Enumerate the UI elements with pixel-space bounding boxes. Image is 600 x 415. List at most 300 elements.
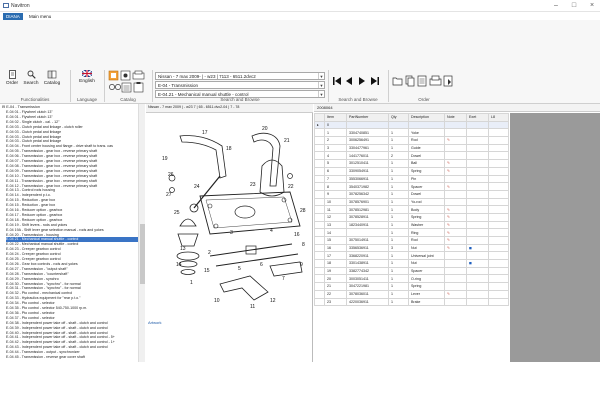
callout-label[interactable]: 2 [208, 250, 211, 256]
tree-item[interactable]: E-04 23 - Creeper gearbox control [6, 247, 61, 252]
exet-cell [467, 175, 489, 183]
tree-item[interactable]: E-04 34 - Pto control - selector [6, 301, 55, 306]
table-row[interactable] [315, 129, 509, 137]
tree-item[interactable]: E-04 14 - Independent p.t.o. [6, 193, 51, 198]
parts-table [314, 113, 509, 306]
item-cell: 10 [325, 198, 347, 206]
l8-cell [489, 206, 509, 214]
tree-item[interactable]: E-04 29 - Transmission - synchro [6, 276, 59, 281]
qty-cell: 1 [389, 175, 409, 183]
exet-cell [467, 229, 489, 237]
table-row[interactable] [315, 244, 509, 252]
row-indicator[interactable] [315, 144, 325, 152]
tree-item[interactable]: E-04 32 - Pto control - mechanical control [6, 291, 73, 296]
l8-cell [489, 167, 509, 175]
tree-item[interactable]: E-04 16 - Reducer option - gearbox [6, 208, 63, 212]
row-indicator[interactable] [315, 206, 325, 214]
qty-cell [389, 121, 409, 129]
column-header-note[interactable]: Note [445, 114, 467, 122]
callout-label[interactable]: 18 [226, 146, 232, 152]
callout-label[interactable]: 13 [180, 246, 186, 252]
qty-cell: 1 [389, 144, 409, 152]
row-indicator[interactable] [315, 267, 325, 275]
qty-cell: 1 [389, 190, 409, 198]
ribbon-tabs [0, 12, 600, 20]
tree-root-label: E-04 - Transmission [6, 105, 41, 109]
row-indicator[interactable] [315, 137, 325, 145]
pencil-icon[interactable]: ✎ [447, 207, 451, 212]
maximize-icon[interactable]: □ [571, 2, 577, 9]
partnumber-cell: 1823440911 [347, 221, 389, 229]
description-cell: Ring [409, 229, 445, 237]
folder-icon[interactable] [393, 78, 402, 85]
column-header-l8[interactable]: L8 [489, 114, 509, 122]
functionalities-group-label: Functionalities [20, 97, 50, 102]
table-row[interactable] [315, 283, 509, 291]
tree-item[interactable]: E-04 02 - Single clutch - cal. - 12" [6, 119, 60, 124]
exet-icon[interactable]: ◼ [469, 246, 472, 251]
pencil-icon[interactable]: ✎ [447, 246, 451, 251]
tree-item[interactable]: E-04 10 - Transmission - gear box - reverse primary shaft [6, 173, 98, 178]
group-combo[interactable] [155, 81, 325, 89]
catalog-icon [47, 70, 57, 79]
callout-label[interactable]: 1 [190, 280, 193, 286]
table-row[interactable] [315, 260, 509, 268]
tree-item[interactable]: E-04 37 - Pto control - selector [6, 315, 55, 320]
partnumber-cell: 3075014911 [347, 237, 389, 245]
table-row[interactable] [315, 267, 509, 275]
item-cell: 15 [325, 237, 347, 245]
callout-label[interactable]: 17 [202, 130, 208, 136]
copy-icon[interactable] [406, 76, 414, 86]
table-row[interactable] [315, 213, 509, 221]
minimize-icon[interactable]: – [554, 2, 558, 9]
print-icon[interactable] [133, 71, 144, 79]
tree-item[interactable]: E-04 11 - Transmission - gear box - reverse primary shaft [6, 178, 97, 183]
section-combo-value: E-04.21 - Mechanical manual shuttle - control [158, 92, 249, 97]
table-row[interactable] [315, 229, 509, 237]
tree-item[interactable]: E-04 07 - Transmission - gear box - reverse primary shaft [6, 159, 98, 163]
tree-item[interactable]: E-04 26 - Gear box controls - rods and yokes [6, 261, 78, 266]
qty-cell: 1 [389, 167, 409, 175]
column-header-partnumber[interactable]: PartNumber [347, 114, 389, 122]
description-cell: Spring [409, 213, 445, 221]
model-combo[interactable] [155, 72, 325, 80]
pencil-icon[interactable]: ✎ [447, 184, 451, 189]
pencil-icon[interactable]: ✎ [447, 222, 451, 227]
search-button[interactable] [22, 70, 40, 86]
item-cell: 8 [325, 183, 347, 191]
table-row[interactable] [315, 160, 509, 168]
l8-cell [489, 213, 509, 221]
callout-label[interactable]: 10 [214, 298, 220, 304]
tree-item[interactable]: E-04 44 - Transmission - output - synchronizer [6, 350, 80, 355]
exet-cell [467, 298, 489, 306]
l8-cell [489, 121, 509, 129]
callout-label[interactable]: 8 [302, 242, 305, 248]
ribbon-separator [328, 70, 329, 102]
description-cell: Spring [409, 283, 445, 291]
order-label: Order [5, 81, 19, 86]
note-cell [445, 244, 467, 252]
callout-label[interactable]: 27 [166, 192, 172, 198]
pencil-icon[interactable]: ✎ [447, 169, 451, 174]
table-row[interactable] [315, 290, 509, 298]
chevron-down-icon[interactable]: ▼ [319, 92, 324, 97]
callout-label[interactable]: 9 [300, 262, 303, 268]
l8-cell [489, 275, 509, 283]
note-cell [445, 167, 467, 175]
callout-label[interactable]: 19 [162, 156, 168, 162]
note-cell [445, 152, 467, 160]
order-button[interactable] [4, 70, 20, 86]
qty-cell: 1 [389, 298, 409, 306]
tree-item[interactable]: E-04 35 - Pto control - selector 540-750-1000 rp.m. [6, 306, 88, 310]
pencil-icon[interactable]: ✎ [447, 238, 451, 243]
description-cell: Spacer [409, 183, 445, 191]
table-row[interactable] [315, 190, 509, 198]
drawing-toolbar [146, 104, 313, 113]
qty-cell: 1 [389, 137, 409, 145]
language-button[interactable] [76, 70, 98, 84]
row-indicator[interactable] [315, 290, 325, 298]
qty-cell: 1 [389, 283, 409, 291]
clipboard-icon[interactable] [134, 82, 143, 92]
exet-cell [467, 160, 489, 168]
tree-item[interactable]: E-04 05 - Transmission - gear box - reverse primary shaft [6, 149, 98, 154]
tab-main-menu[interactable]: Main menu [29, 14, 52, 19]
tree-item[interactable]: E-04 27 - Transmission - "output shaft" [6, 266, 68, 271]
note-cell [445, 213, 467, 221]
tree-item[interactable]: E-04 19A - Shift lever gear selection manual - rods and yokes [6, 227, 104, 232]
row-indicator[interactable] [315, 283, 325, 291]
tree-item[interactable]: E-04 06 - Transmission - gear box - reverse primary shaft [6, 154, 98, 159]
tree-item[interactable]: E-04 03 - Clutch pedal and linkage [6, 139, 62, 144]
row-indicator[interactable] [315, 298, 325, 306]
chevron-down-icon[interactable]: ▼ [319, 83, 324, 88]
row-indicator[interactable] [315, 221, 325, 229]
row-indicator[interactable] [315, 167, 325, 175]
row-indicator-header [315, 114, 325, 122]
catalog-button[interactable] [42, 70, 62, 86]
l8-cell [489, 244, 509, 252]
tree-item[interactable]: E-04 45 - Transmission - reverse gear cover shaft [6, 355, 85, 359]
callout-label[interactable]: 26 [168, 172, 174, 178]
tree-item[interactable]: E-04 24 - Creeper gearbox control [6, 252, 61, 257]
tree-item[interactable]: E-04 20 - Transmission - housing [6, 232, 59, 237]
item-cell: 2 [325, 137, 347, 145]
tree-item[interactable]: E-04 15 - Reduction - gear box [6, 198, 56, 203]
tree-item[interactable]: E-04 01 - Flywheel clutch 13" [6, 114, 53, 119]
exet-cell [467, 152, 489, 160]
glasses-icon[interactable] [109, 84, 120, 89]
partnumber-cell: 3012510411 [347, 160, 389, 168]
note-cell [445, 252, 467, 260]
parts-header-bar [314, 104, 600, 112]
callout-label[interactable]: 21 [284, 138, 290, 144]
title-bar [0, 0, 600, 12]
close-icon[interactable]: × [589, 2, 595, 9]
tree-item[interactable]: E-04 33 - Hydraulics equipment for "rear p.t.o." [6, 296, 81, 301]
row-indicator[interactable]: ▸ [315, 121, 325, 129]
tree-item[interactable]: E-04 30 - Transmission - "synchro" - for normal [6, 281, 81, 286]
callout-label[interactable]: 12 [270, 298, 276, 304]
tree-scroll-thumb[interactable] [140, 224, 145, 284]
row-indicator[interactable] [315, 213, 325, 221]
description-cell: Rod [409, 237, 445, 245]
tree-item[interactable]: E-04 43 - Independent power take off - shaft - clutch and control [6, 345, 108, 350]
row-indicator[interactable] [315, 252, 325, 260]
column-header-exet[interactable]: Exet [467, 114, 489, 122]
table-row[interactable] [315, 298, 509, 306]
description-cell: Brake [409, 298, 445, 306]
item-cell: 18 [325, 260, 347, 268]
description-cell [409, 121, 445, 129]
description-cell: Washer [409, 221, 445, 229]
item-cell: 14 [325, 229, 347, 237]
tree-item[interactable]: E-04 19 - Shift levers - rods and yokes [6, 222, 68, 227]
first-page-icon[interactable] [333, 77, 341, 85]
tree-item[interactable]: E-04 09 - Transmission - gear box - reverse primary shaft [6, 168, 98, 173]
l8-cell [489, 298, 509, 306]
l8-cell [489, 183, 509, 191]
tree-item[interactable]: E-04 12 - Transmission - gear box - reverse primary shaft [6, 183, 98, 188]
qty-cell: 1 [389, 237, 409, 245]
note-cell [445, 283, 467, 291]
pencil-icon[interactable]: ✎ [447, 292, 451, 297]
column-header-qty[interactable]: Qty [389, 114, 409, 122]
qty-cell: 1 [389, 275, 409, 283]
tree-item[interactable]: E-04 03 - Clutch pedal and linkage [6, 129, 62, 134]
print-order-icon[interactable] [430, 76, 441, 85]
qty-cell: 3 [389, 244, 409, 252]
ribbon-separator [70, 70, 71, 102]
tree-item[interactable]: E-04 22 - Mechanical manual shuttle - control [6, 242, 79, 247]
note-cell [445, 160, 467, 168]
chevron-down-icon[interactable]: ▼ [319, 74, 324, 79]
tree-item[interactable]: E-04 21 - Mechanical manual shuttle - control [6, 237, 138, 242]
tree-item[interactable]: E-04 39 - Independent power take off - shaft - clutch and control [6, 325, 108, 330]
export-icon[interactable] [444, 76, 452, 86]
partnumber-cell: 3047221981 [347, 283, 389, 291]
partnumber-cell: 3301438911 [347, 260, 389, 268]
callout-label[interactable]: 14 [176, 262, 182, 268]
description-cell: Yo-rod [409, 198, 445, 206]
table-row[interactable] [315, 175, 509, 183]
tree-item[interactable]: E-04 01 - Flywheel clutch 13" [6, 110, 53, 114]
note-cell [445, 229, 467, 237]
ribbon-separator [388, 70, 389, 102]
callout-label[interactable]: 28 [300, 208, 306, 214]
item-cell: 1 [325, 129, 347, 137]
callout-label[interactable]: 24 [194, 184, 200, 190]
search-label: Search [23, 81, 39, 86]
tree-item[interactable]: E-04 17 - Reducer option - gearbox [6, 212, 63, 217]
callout-label[interactable]: 11 [250, 304, 256, 310]
callout-label[interactable]: 6 [260, 262, 263, 268]
item-cell: 22 [325, 290, 347, 298]
tab-diana[interactable]: DIANA [3, 13, 23, 20]
row-indicator[interactable] [315, 229, 325, 237]
exploded-view-drawing[interactable] [150, 116, 308, 316]
catalog-view-icon[interactable] [121, 71, 130, 80]
qty-cell: 1 [389, 160, 409, 168]
tree-item[interactable]: E-04 38 - Independent power take off - shaft - clutch and control [6, 320, 108, 325]
tree-item[interactable]: E-04 42 - Independent power take off - shaft - clutch and control - 1+ [6, 340, 115, 345]
partnumber-cell: 3078528911 [347, 213, 389, 221]
order-list-icon[interactable] [418, 76, 426, 86]
l8-cell [489, 260, 509, 268]
qty-cell: 1 [389, 252, 409, 260]
tree-item[interactable]: E-04 04 - Front center housing and flange - drive shaft to trans. cas [6, 144, 113, 149]
tree-item[interactable]: E-04 18 - Reducer option - gearbox [6, 217, 63, 222]
table-row[interactable] [315, 252, 509, 260]
row-indicator[interactable] [315, 244, 325, 252]
table-row[interactable] [315, 152, 509, 160]
callout-label[interactable]: 22 [288, 184, 294, 190]
table-row[interactable] [315, 137, 509, 145]
parts-list-icon[interactable] [122, 83, 131, 92]
partnumber-cell: 3356536911 [347, 244, 389, 252]
tree-item[interactable]: E-04 40 - Independent power take off - shaft - clutch and control [6, 330, 108, 335]
table-row[interactable] [315, 221, 509, 229]
uk-flag-icon [82, 70, 92, 77]
l8-cell [489, 283, 509, 291]
table-row[interactable] [315, 237, 509, 245]
callout-label[interactable]: 5 [238, 266, 241, 272]
row-indicator[interactable] [315, 198, 325, 206]
item-cell: 21 [325, 283, 347, 291]
row-indicator[interactable] [315, 160, 325, 168]
tree-item[interactable]: E-04 36 - Pto control - selector [6, 310, 55, 315]
row-indicator[interactable] [315, 237, 325, 245]
description-cell: Yoke [409, 129, 445, 137]
item-cell: 13 [325, 221, 347, 229]
partnumber-cell: 3304740851 [347, 129, 389, 137]
bottom-area [0, 362, 600, 415]
tree-item[interactable]: E-04 08 - Transmission - gear box - reverse primary shaft [6, 163, 98, 168]
pencil-icon[interactable]: ✎ [447, 161, 451, 166]
row-indicator[interactable] [315, 175, 325, 183]
table-row[interactable] [315, 198, 509, 206]
table-row[interactable] [315, 144, 509, 152]
next-icon[interactable] [359, 77, 365, 85]
callout-label[interactable]: 15 [204, 268, 210, 274]
ribbon-separator [152, 70, 153, 102]
partnumber-cell: 1441776011 [347, 152, 389, 160]
table-row[interactable] [315, 206, 509, 214]
description-cell: Ball [409, 160, 445, 168]
callout-label[interactable]: 23 [250, 182, 256, 188]
callout-label[interactable]: 4 [270, 228, 273, 234]
tree-scrollbar[interactable] [138, 104, 145, 362]
tree-item[interactable]: E-04 03 - Clutch pedal and linkage - clutch roller [6, 124, 83, 129]
qty-cell: 1 [389, 267, 409, 275]
language-group-label: Language [76, 97, 98, 102]
partnumber-cell [347, 229, 389, 237]
item-cell: 7 [325, 175, 347, 183]
previous-icon[interactable] [346, 77, 352, 85]
tree-item[interactable]: E-04 03 - Clutch pedal and linkage [6, 134, 62, 139]
qty-cell: 1 [389, 290, 409, 298]
exet-icon[interactable]: ◼ [469, 261, 472, 266]
tree-item[interactable]: E-04 13 - Control rods housing [6, 188, 55, 193]
group-combo-value: E-04 - Transmission [158, 83, 199, 88]
column-header-description[interactable]: Description [409, 114, 445, 122]
callout-label[interactable]: 16 [294, 232, 300, 238]
tree-item[interactable]: E-04 31 - Transmission - "synchro" - for normal [6, 286, 81, 291]
description-cell: Body [409, 206, 445, 214]
pencil-icon[interactable]: ✎ [447, 215, 451, 220]
collapse-icon[interactable]: ⊟ [2, 105, 6, 109]
partnumber-cell: 3078576901 [347, 198, 389, 206]
qty-cell: 2 [389, 152, 409, 160]
note-cell [445, 175, 467, 183]
tree-item[interactable]: E-04 41 - Independent power take off - shaft - clutch and control - 5+ [6, 335, 115, 340]
row-indicator[interactable] [315, 183, 325, 191]
order-icon [8, 70, 17, 79]
exet-cell [467, 260, 489, 268]
grid-empty-area [510, 113, 600, 362]
description-cell: Rod [409, 137, 445, 145]
pencil-icon[interactable]: ✎ [447, 138, 451, 143]
row-indicator[interactable] [315, 260, 325, 268]
row-indicator[interactable] [315, 152, 325, 160]
qty-cell: 1 [389, 229, 409, 237]
note-cell [445, 267, 467, 275]
catalog-tree-icon[interactable] [109, 71, 118, 80]
partnumber-cell: 3368220911 [347, 252, 389, 260]
l8-cell [489, 198, 509, 206]
exet-cell [467, 121, 489, 129]
callout-label[interactable]: 3 [230, 230, 233, 236]
row-indicator[interactable] [315, 129, 325, 137]
drawing-path: Nissan - 7 max 2009 | - w23 7 | 65 - 6511.dvc2-04 | 7 - 78 [148, 105, 240, 109]
tree-item[interactable]: E-04 15 - Reduction - gear box [6, 203, 56, 208]
table-row[interactable] [315, 121, 509, 129]
l8-cell [489, 137, 509, 145]
note-cell [445, 221, 467, 229]
item-cell: 23 [325, 298, 347, 306]
tree-item[interactable]: E-04 28 - Transmission - "countershaft" [6, 271, 69, 276]
l8-cell [489, 190, 509, 198]
l8-cell [489, 237, 509, 245]
item-cell: 3 [325, 144, 347, 152]
column-header-item[interactable]: Item [325, 114, 347, 122]
qty-cell: 1 [389, 260, 409, 268]
pencil-icon[interactable]: ✎ [447, 230, 451, 235]
row-indicator[interactable] [315, 275, 325, 283]
table-row[interactable] [315, 183, 509, 191]
exet-cell [467, 206, 489, 214]
table-row[interactable] [315, 275, 509, 283]
last-page-icon[interactable] [371, 77, 379, 85]
exet-cell [467, 198, 489, 206]
row-indicator[interactable] [315, 190, 325, 198]
description-cell: Pin [409, 175, 445, 183]
table-row[interactable] [315, 167, 509, 175]
partnumber-cell: 3078512981 [347, 206, 389, 214]
callout-label[interactable]: 20 [262, 126, 268, 132]
tree-item[interactable]: E-04 25 - Creeper gearbox control [6, 257, 61, 261]
exet-cell [467, 290, 489, 298]
exet-cell [467, 129, 489, 137]
callout-label[interactable]: 25 [174, 210, 180, 216]
callout-label[interactable]: 7 [282, 276, 285, 282]
catalog-tools [108, 70, 148, 94]
exet-cell [467, 183, 489, 191]
partnumber-cell: 4220036911 [347, 298, 389, 306]
